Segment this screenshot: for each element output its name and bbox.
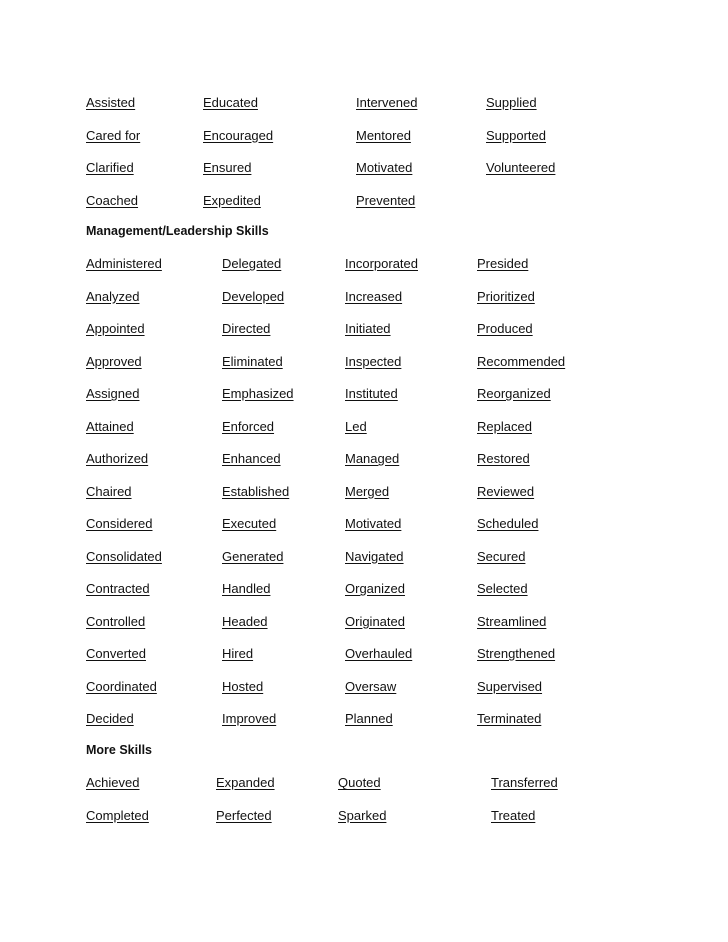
skill-word: Supplied <box>486 95 537 110</box>
skill-word: Expedited <box>203 192 261 208</box>
word-row <box>0 354 728 387</box>
skill-word: Originated <box>345 613 405 629</box>
skill-word: Developed <box>222 288 285 304</box>
skill-word: Streamlined <box>477 613 547 629</box>
skill-word: Enforced <box>222 418 275 434</box>
skill-word: Managed <box>345 451 400 466</box>
word-row <box>0 193 728 226</box>
skill-word: Oversaw <box>345 678 397 694</box>
skill-word: Chaired <box>86 483 132 499</box>
skill-word: Encouraged <box>203 127 274 143</box>
skill-word: Supported <box>486 127 546 143</box>
word-row <box>0 484 728 517</box>
skill-word: Sparked <box>338 807 387 823</box>
skill-word: Coached <box>86 192 139 208</box>
skill-word: Prioritized <box>477 288 535 304</box>
word-row <box>0 614 728 647</box>
skill-word: Expanded <box>216 775 275 790</box>
skill-word: Secured <box>477 548 526 564</box>
skill-word: Enhanced <box>222 451 281 466</box>
word-row <box>0 646 728 679</box>
skill-word: Ensured <box>203 160 252 175</box>
skill-word: Consolidated <box>86 548 162 564</box>
skill-word: Reorganized <box>477 386 551 401</box>
skill-word: Intervened <box>356 95 418 110</box>
word-row <box>0 128 728 161</box>
word-row <box>0 160 728 193</box>
word-row <box>0 289 728 322</box>
skill-word: Assisted <box>86 95 136 110</box>
section-heading-management: Management/Leadership Skills <box>86 224 269 238</box>
skill-word: Volunteered <box>486 160 556 175</box>
skill-word: Hosted <box>222 678 264 694</box>
skill-word: Headed <box>222 613 268 629</box>
word-row <box>0 256 728 289</box>
word-row <box>0 679 728 712</box>
skill-word: Restored <box>477 451 530 466</box>
word-row <box>0 419 728 452</box>
skill-word: Executed <box>222 516 277 531</box>
skills-section-helping <box>0 95 728 225</box>
skill-word: Inspected <box>345 353 402 369</box>
word-row <box>0 386 728 419</box>
skill-word: Strengthened <box>477 646 556 661</box>
skill-word: Analyzed <box>86 288 140 304</box>
skill-word: Delegated <box>222 256 282 271</box>
skill-word: Emphasized <box>222 386 294 401</box>
skill-word: Merged <box>345 483 390 499</box>
skill-word: Administered <box>86 256 162 271</box>
section-heading-more-skills: More Skills <box>86 743 152 757</box>
skill-word: Instituted <box>345 386 398 401</box>
word-row <box>0 95 728 128</box>
skills-section-management <box>0 256 728 744</box>
skills-section-more <box>0 775 728 840</box>
skill-word: Initiated <box>345 321 391 336</box>
skill-word: Supervised <box>477 678 543 694</box>
skill-word: Cared for <box>86 127 141 143</box>
skill-word: Overhauled <box>345 646 413 661</box>
skill-word: Planned <box>345 711 393 726</box>
word-row <box>0 581 728 614</box>
skill-word: Motivated <box>345 516 402 531</box>
word-row <box>0 808 728 841</box>
skill-word: Organized <box>345 581 405 596</box>
word-row <box>0 321 728 354</box>
skill-word: Treated <box>491 807 536 823</box>
skill-word: Prevented <box>356 192 416 208</box>
word-row <box>0 549 728 582</box>
word-row <box>0 711 728 744</box>
word-row <box>0 516 728 549</box>
skill-word: Hired <box>222 646 254 661</box>
skill-word: Coordinated <box>86 678 157 694</box>
skill-word: Quoted <box>338 775 381 790</box>
skill-word: Clarified <box>86 160 134 175</box>
skill-word: Eliminated <box>222 353 283 369</box>
skill-word: Controlled <box>86 613 146 629</box>
skill-word: Perfected <box>216 807 272 823</box>
skill-word: Converted <box>86 646 146 661</box>
skill-word: Reviewed <box>477 483 535 499</box>
skill-word: Approved <box>86 353 142 369</box>
skill-word: Attained <box>86 418 134 434</box>
skill-word: Recommended <box>477 353 566 369</box>
skill-word: Contracted <box>86 581 150 596</box>
skill-word: Incorporated <box>345 256 418 271</box>
skill-word: Improved <box>222 711 277 726</box>
skill-word: Led <box>345 418 367 434</box>
skill-word: Produced <box>477 321 533 336</box>
skill-word: Directed <box>222 321 271 336</box>
skill-word: Motivated <box>356 160 413 175</box>
skill-word: Scheduled <box>477 516 539 531</box>
skill-word: Assigned <box>86 386 140 401</box>
skill-word: Terminated <box>477 711 542 726</box>
skill-word: Generated <box>222 548 284 564</box>
skill-word: Educated <box>203 95 258 110</box>
skill-word: Presided <box>477 256 529 271</box>
skill-word: Navigated <box>345 548 404 564</box>
skill-word: Considered <box>86 516 153 531</box>
skill-word: Decided <box>86 711 134 726</box>
skill-word: Appointed <box>86 321 145 336</box>
skill-word: Achieved <box>86 775 140 790</box>
skill-word: Completed <box>86 807 149 823</box>
word-row <box>0 451 728 484</box>
word-row <box>0 775 728 808</box>
skill-word: Established <box>222 483 290 499</box>
skill-word: Authorized <box>86 451 149 466</box>
skill-word: Replaced <box>477 418 532 434</box>
skill-word: Selected <box>477 581 528 596</box>
skill-word: Handled <box>222 581 271 596</box>
skill-word: Increased <box>345 288 403 304</box>
skill-word: Mentored <box>356 127 411 143</box>
skill-word: Transferred <box>491 775 558 790</box>
